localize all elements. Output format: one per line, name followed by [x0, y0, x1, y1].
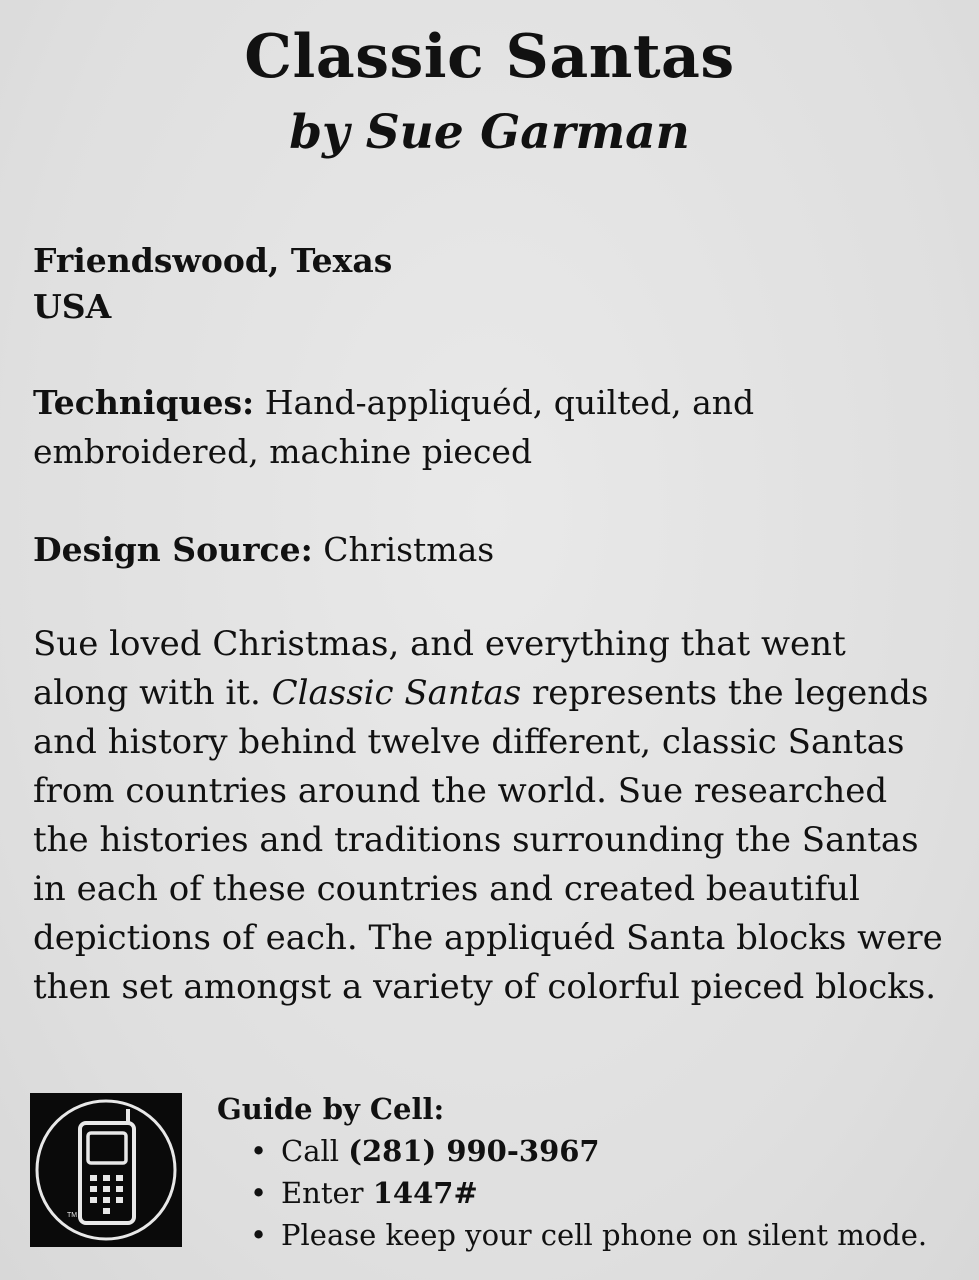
list-item: [217, 1172, 927, 1214]
story-line-8: then set amongst a variety of colorful pieced blocks.: [33, 967, 937, 1007]
design-source-section: [33, 525, 953, 574]
techniques-section: [33, 378, 953, 476]
call-label: Call: [281, 1134, 349, 1168]
design-source-line: [33, 525, 953, 574]
design-source-label: Design Source:: [33, 530, 313, 569]
list-item: [217, 1130, 927, 1172]
bullet-icon: •: [250, 1134, 268, 1168]
location-country: USA: [33, 287, 112, 326]
techniques-line-1: [33, 378, 953, 427]
story-line-6: in each of these countries and created beautiful: [33, 869, 860, 909]
bullet-icon: •: [250, 1218, 268, 1252]
techniques-value-1: Hand-appliquéd, quilted, and: [254, 383, 755, 422]
call-phone-number: (281) 990-3967: [348, 1134, 600, 1168]
techniques-label: Techniques:: [33, 383, 255, 422]
cell-phone-icon: [30, 1093, 182, 1247]
guide-instructions-list: [217, 1130, 927, 1256]
enter-code: 1447#: [372, 1176, 478, 1210]
cell-guide-section: [217, 1088, 927, 1256]
story-line-1: Sue loved Christmas, and everything that went: [33, 624, 846, 664]
list-item: [217, 1214, 927, 1256]
quilt-title-italic: Classic Santas: [271, 673, 522, 713]
author-byline: by Sue Garman: [289, 105, 690, 160]
bullet-icon: •: [250, 1176, 268, 1210]
story-line-2-post: represents the legends: [521, 673, 929, 713]
story-line-4: from countries around the world. Sue researched: [33, 771, 888, 811]
story-line-5: the histories and traditions surrounding the Santas: [33, 820, 919, 860]
techniques-value-2: embroidered, machine pieced: [33, 432, 533, 471]
design-source-value: Christmas: [312, 530, 495, 569]
location-city-state: Friendswood, Texas: [33, 241, 393, 280]
story-line-7: depictions of each. The appliquéd Santa blocks were: [33, 918, 943, 958]
story-line-2: [33, 669, 958, 718]
location-block: [33, 238, 392, 330]
story-line-2-pre: along with it.: [33, 673, 272, 713]
page-title: Classic Santas: [244, 22, 735, 92]
silent-mode-note: Please keep your cell phone on silent mode.: [281, 1218, 928, 1252]
story-line-3: and history behind twelve different, classic Santas: [33, 722, 905, 762]
guide-title: Guide by Cell:: [217, 1092, 445, 1126]
story-paragraph: [33, 620, 958, 1012]
trademark-mark: TM: [67, 1212, 78, 1219]
enter-label: Enter: [281, 1176, 373, 1210]
